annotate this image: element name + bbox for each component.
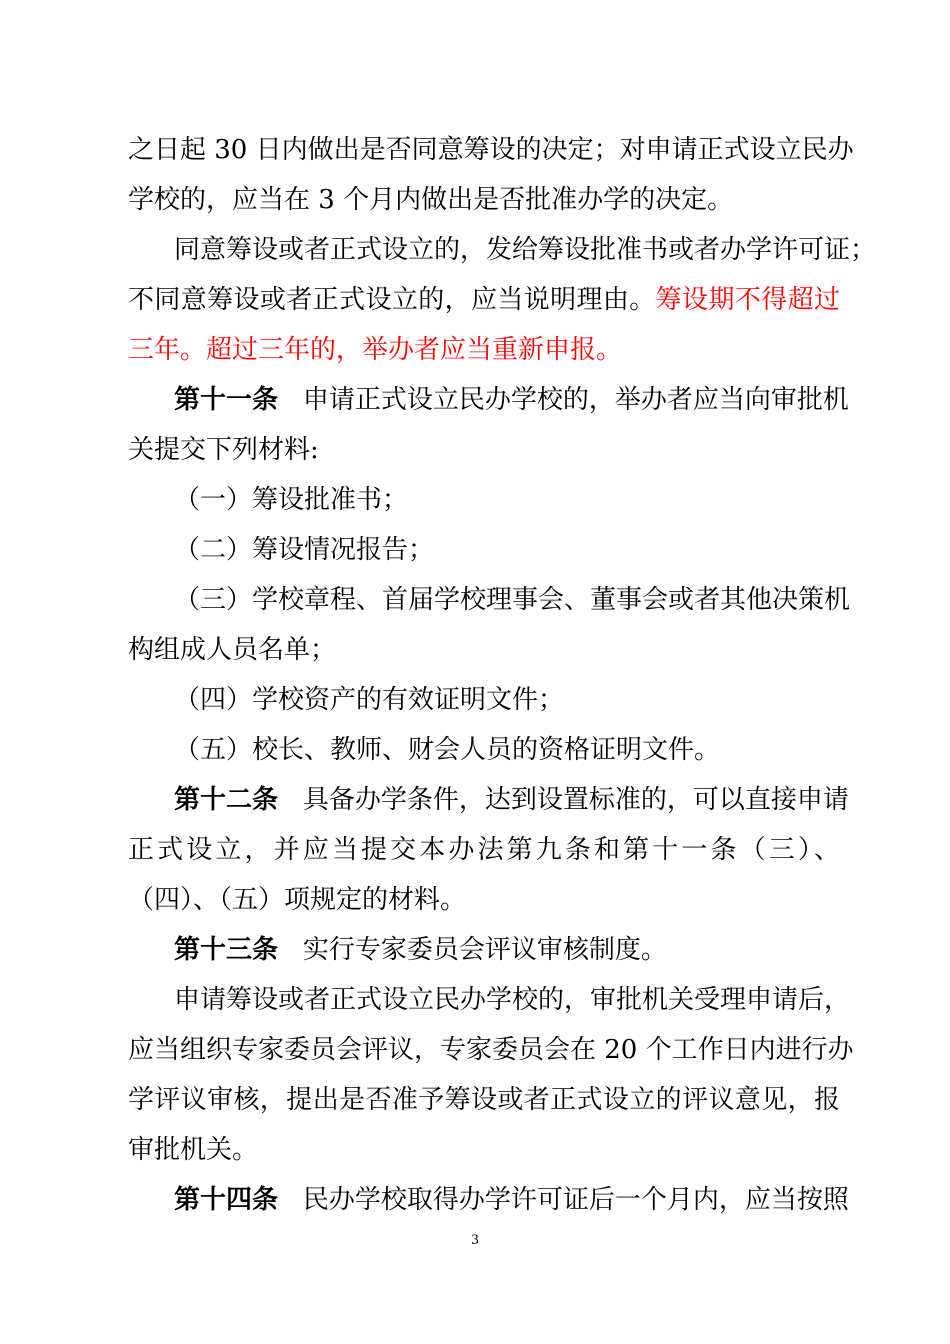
text-line: 关提交下列材料:	[128, 435, 319, 465]
text-segment: 申请正式设立民办学校的，举办者应当向审批机	[302, 385, 849, 415]
article-line	[174, 782, 849, 818]
text-line: 构组成人员名单；	[128, 635, 337, 665]
article-line	[174, 382, 849, 418]
list-item: （五）校长、教师、财会人员的资格证明文件。	[174, 735, 721, 765]
highlighted-text-line: 三年。超过三年的，举办者应当重新申报。	[128, 335, 623, 365]
text-line: 学校的，应当在 3 个月内做出是否批准办学的决定。	[128, 185, 734, 215]
list-item: （一）筹设批准书；	[174, 485, 409, 515]
article-line	[174, 932, 840, 968]
text-line: （四）、（五）项规定的材料。	[128, 885, 467, 915]
text-line: 同意筹设或者正式设立的，发给筹设批准书或者办学许可证；	[174, 235, 877, 265]
text-line: 申请筹设或者正式设立民办学校的，审批机关受理申请后，	[174, 985, 851, 1015]
list-item: （三）学校章程、首届学校理事会、董事会或者其他决策机	[174, 585, 851, 615]
text-line: 学评议审核，提出是否准予筹设或者正式设立的评议意见，报	[128, 1085, 840, 1115]
article-heading: 第十一条	[174, 385, 279, 415]
text-line: 应当组织专家委员会评议，专家委员会在 20 个工作日内进行办	[128, 1035, 854, 1065]
text-segment: 实行专家委员会评议审核制度。	[302, 935, 667, 965]
list-item: （二）筹设情况报告；	[174, 535, 435, 565]
text-segment: 不同意筹设或者正式设立的，应当说明理由。	[128, 285, 656, 315]
article-heading: 第十三条	[174, 935, 279, 965]
text-segment: 民办学校取得办学许可证后一个月内，应当按照	[302, 1185, 849, 1215]
article-line	[174, 1182, 849, 1218]
highlighted-text: 筹设期不得超过	[655, 285, 840, 315]
text-segment: 具备办学条件，达到设置标准的，可以直接申请	[302, 785, 849, 815]
article-heading: 第十四条	[174, 1185, 279, 1215]
list-item: （四）学校资产的有效证明文件；	[174, 685, 565, 715]
text-line	[128, 282, 840, 318]
article-heading: 第十二条	[174, 785, 279, 815]
page-number: 3	[471, 1232, 479, 1248]
text-line: 之日起 30 日内做出是否同意筹设的决定；对申请正式设立民办	[128, 135, 854, 165]
text-line: 审批机关。	[128, 1135, 259, 1165]
text-line: 正式设立，并应当提交本办法第九条和第十一条（三）、	[128, 835, 840, 865]
